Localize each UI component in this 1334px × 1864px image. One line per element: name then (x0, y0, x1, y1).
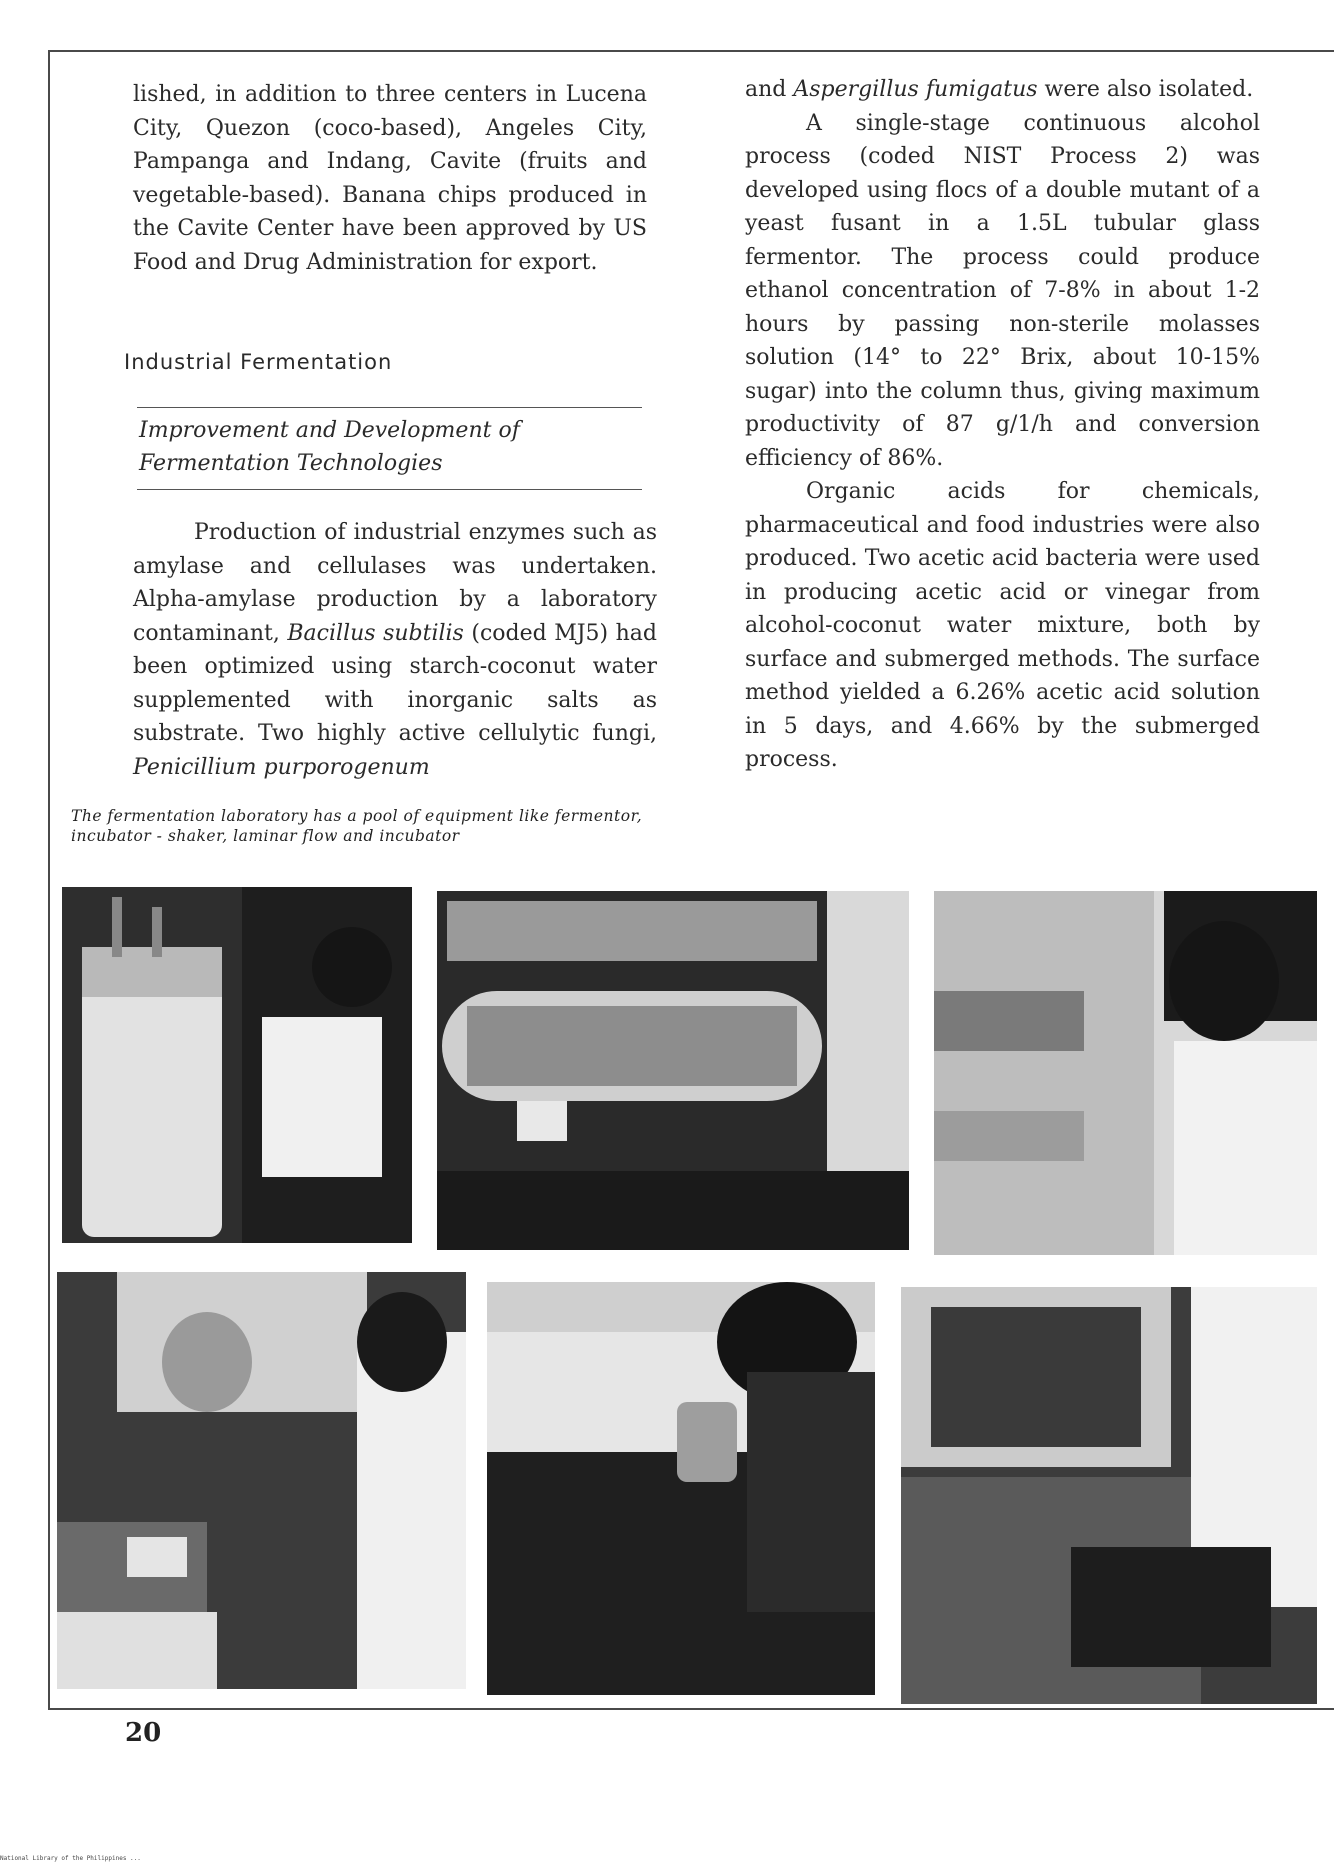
subheading: Improvement and Development of Fermentation Technologies (139, 418, 520, 476)
paragraph-enzymes (133, 516, 657, 784)
rule-top (137, 407, 642, 408)
species-name: Bacillus subtilis (287, 620, 464, 646)
photo-caption: The fermentation laboratory has a pool of equipment like fermentor, incubator - shaker, laminar flow and incubator (71, 807, 643, 845)
photo-incubator (934, 891, 1317, 1255)
paragraph-alcohol-process: A single-stage continuous alcohol process (coded NIST Process 2) was developed using flocs of a double mutant of a yeast fusant in a 1.5L tubular glass fermentor. The process could produce ethanol concentration of 7-8% in about 1-2 hours by passing non-sterile molasses solution (14° to 22° Brix, about 10-15% sugar) into the column thus, giving maximum productivity of 87 g/1/h and conversion efficiency of 86%. (745, 110, 1260, 471)
photo-fermentor (62, 887, 412, 1243)
incubator-illustration (934, 891, 1317, 1255)
laminar-illustration (487, 1282, 875, 1695)
section-heading: Industrial Fermentation (124, 350, 393, 374)
shaker-illustration (437, 891, 909, 1250)
page-number: 20 (125, 1718, 162, 1748)
photo-incubator-shaker (437, 891, 909, 1250)
right-column (745, 73, 1260, 777)
paragraph-organic-acids: Organic acids for chemicals, pharmaceutical and food industries were also produced. Two acetic acid bacteria were used in producing acetic acid or vinegar from alcohol-coconut water mixture, both by surface and submerged methods. The surface method yielded a 6.26% acetic acid solution in 5 days, and 4.66% by the submerged process. (745, 479, 1260, 772)
text-run: Production of industrial enzymes such as amylase and cellulases was undertaken. Alpha-amylase production by a laboratory contaminant, (133, 520, 657, 646)
fermentor-illustration (62, 887, 412, 1243)
paragraph-continuation: lished, in addition to three centers in Lucena City, Quezon (coco-based), Angeles City, Pampanga and Indang, Cavite (fruits and vegetable-based). Banana chips produced in the Cavite Center have been approved by US Food and Drug Administration for export. (133, 82, 647, 275)
photo-equipment-bench (57, 1272, 466, 1689)
rule-bottom (137, 489, 642, 490)
photo-laminar-flow (487, 1282, 875, 1695)
footer-text: National Library of the Philippines ... (0, 1855, 141, 1862)
photo-flow-hood (901, 1287, 1317, 1704)
bench-illustration (57, 1272, 466, 1689)
paragraph-continuation-right (745, 73, 1260, 107)
left-column-top (133, 78, 647, 279)
text-run: (coded MJ5) had been optimized using starch-coconut water supplemented with inorganic salts as substrate. Two highly active cellulytic fungi, (133, 620, 658, 746)
hood-illustration (901, 1287, 1317, 1704)
species-name: Penicillium purporogenum (133, 754, 430, 780)
left-column-bottom (133, 516, 657, 784)
text-run: were also isolated. (1037, 77, 1254, 102)
text-run: and (745, 77, 794, 102)
species-name: Aspergillus fumigatus (793, 77, 1038, 102)
